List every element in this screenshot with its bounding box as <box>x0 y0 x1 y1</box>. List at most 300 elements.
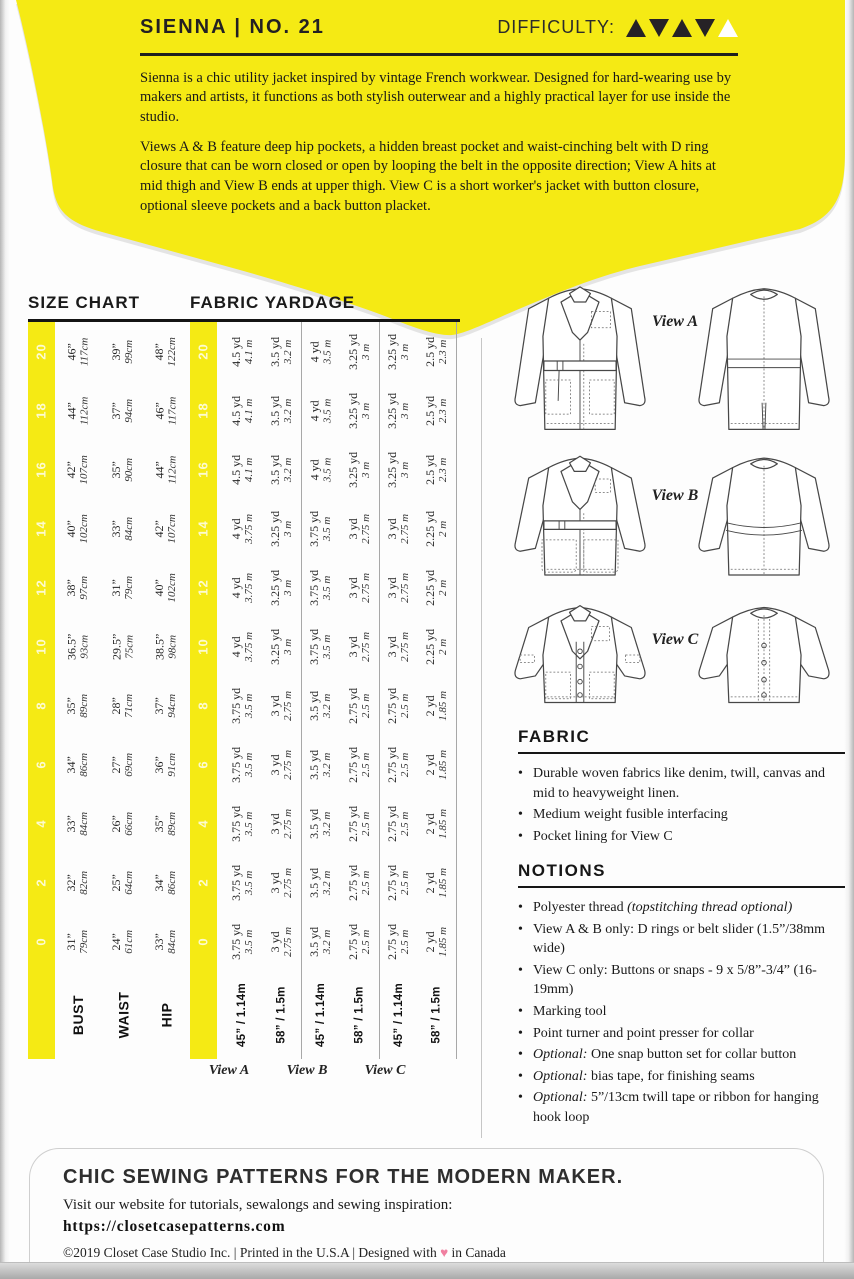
yardage-cell-metric: 1.85 m <box>437 867 450 898</box>
size-strip-cell <box>28 617 55 676</box>
yardage-cell-value <box>386 865 412 901</box>
measurement-column-label-cell <box>101 971 145 1059</box>
bullet-icon: • <box>518 1025 523 1041</box>
yardage-cell <box>223 853 262 912</box>
yardage-cell-value <box>308 570 334 606</box>
yardage-cell-value <box>230 924 256 960</box>
hip-cell-value <box>153 930 179 954</box>
notions-item-text <box>533 1045 796 1065</box>
yardage-cell <box>418 912 457 971</box>
yardage-cell-imperial: 3 yd <box>345 577 360 599</box>
size-strip-footer <box>28 971 55 1059</box>
fabric-heading: FABRIC <box>518 727 591 746</box>
yardage-cell-value <box>308 511 334 547</box>
yardage-cell-imperial: 4 yd <box>228 577 243 599</box>
bust-cell-metric: 112cm <box>78 396 91 425</box>
yardage-cell-imperial: 2 yd <box>423 695 438 717</box>
yardage-size-number: 12 <box>196 579 211 596</box>
yardage-cell-value <box>269 455 295 485</box>
yardage-cell-value <box>230 455 256 485</box>
hip-cell <box>145 617 187 676</box>
vertical-divider <box>481 338 482 1138</box>
yardage-cell-value <box>230 573 256 603</box>
bust-cell <box>55 440 101 499</box>
waist-cell <box>101 735 145 794</box>
waist-cell-value <box>110 694 136 718</box>
waist-cell <box>101 794 145 853</box>
bullet-icon: • <box>518 766 523 781</box>
yardage-cell <box>340 617 379 676</box>
size-strip-cell <box>28 912 55 971</box>
yardage-cell-value <box>308 927 334 957</box>
yardage-cell-value <box>230 396 256 426</box>
yardage-cell <box>262 735 301 794</box>
size-strip-cell <box>28 676 55 735</box>
yardage-cell-value <box>269 629 295 665</box>
yardage-cell <box>418 676 457 735</box>
yardage-cell-metric: 3.5 m <box>243 870 256 895</box>
yardage-view-label: View C <box>364 1063 406 1078</box>
hip-cell-metric: 112cm <box>166 455 179 484</box>
yardage-cell <box>340 853 379 912</box>
yardage-cell-metric: 3 m <box>399 343 412 360</box>
waist-cell <box>101 676 145 735</box>
bust-cell <box>55 381 101 440</box>
yardage-cell-imperial: 3 yd <box>345 636 360 658</box>
notions-item <box>518 961 845 1000</box>
fabric-yardage-heading: FABRIC YARDAGE <box>190 293 356 312</box>
yardage-cell-value <box>424 691 450 721</box>
size-number: 8 <box>33 701 49 710</box>
yardage-cell-value <box>424 868 450 898</box>
yardage-cell-imperial: 3 yd <box>385 577 400 599</box>
footer-copyright <box>63 1245 506 1261</box>
size-number: 16 <box>34 461 49 478</box>
yardage-cell-metric: 2.75 m <box>282 926 295 957</box>
yardage-cell-value <box>386 573 412 603</box>
bust-cell-value <box>65 812 91 836</box>
yardage-cell-metric: 2.5 m <box>399 929 412 954</box>
yardage-cell-value <box>269 570 295 606</box>
notions-list <box>518 898 845 1128</box>
yardage-cell <box>340 499 379 558</box>
yardage-cell-imperial: 3.5 yd <box>267 336 282 367</box>
copyright-text: ©2019 Closet Case Studio Inc. | Printed in the U.S.A | Designed with <box>63 1245 437 1260</box>
yardage-cell-metric: 3.5 m <box>243 811 256 836</box>
waist-cell-imperial: 27” <box>109 755 124 774</box>
yardage-cell-imperial: 2.75 yd <box>385 805 400 842</box>
bullet-icon: • <box>518 828 523 844</box>
yardage-cell <box>379 558 418 617</box>
yardage-cell-imperial: 2.5 yd <box>423 454 438 485</box>
yardage-cell-value <box>269 396 295 426</box>
size-strip-cell <box>28 499 55 558</box>
size-strip-cell <box>28 794 55 853</box>
hip-cell <box>145 735 187 794</box>
yardage-cell-imperial: 3 yd <box>267 754 282 776</box>
waist-cell-metric: 61cm <box>123 929 136 954</box>
yardage-size-strip-cell <box>190 558 217 617</box>
fabric-width-label-cell <box>340 971 379 1059</box>
photo-edge-left <box>0 0 10 1279</box>
yardage-cell-metric: 2.75 m <box>399 513 412 544</box>
notions-item <box>518 1002 845 1022</box>
table-headings <box>28 293 460 313</box>
yardage-cell-metric: 2.5 m <box>399 811 412 836</box>
footer-visit-line: Visit our website for tutorials, sewalongs and sewing inspiration: <box>63 1197 453 1213</box>
yardage-cell-metric: 2.5 m <box>360 693 373 718</box>
yardage-cell <box>301 322 340 381</box>
yardage-cell-imperial: 3.75 yd <box>228 687 243 724</box>
yardage-cell-metric: 2 m <box>437 520 450 537</box>
hip-cell-value <box>153 573 179 602</box>
notions-item <box>518 920 845 959</box>
fabric-segment: Medium weight fusible interfacing <box>533 807 728 823</box>
photo-edge-bottom <box>0 1262 854 1279</box>
size-number: 10 <box>34 638 49 655</box>
header-row <box>140 16 738 39</box>
yardage-cell-value <box>308 629 334 665</box>
hip-cell <box>145 381 187 440</box>
fabric-yardage-table <box>190 322 457 1059</box>
yardage-cell <box>262 794 301 853</box>
yardage-cell-value <box>308 457 334 481</box>
notions-item <box>518 1088 845 1127</box>
hip-cell-metric: 102cm <box>166 572 179 603</box>
yardage-cell-imperial: 4 yd <box>307 341 322 363</box>
yardage-cell <box>418 499 457 558</box>
waist-cell-value <box>110 812 136 836</box>
waist-cell-metric: 99cm <box>123 339 136 364</box>
yardage-cell-metric: 3 m <box>282 520 295 537</box>
yardage-cell <box>340 558 379 617</box>
yardage-cell-value <box>386 393 412 429</box>
bust-cell-metric: 117cm <box>78 337 91 366</box>
size-number: 14 <box>34 520 49 537</box>
hip-cell <box>145 322 187 381</box>
yardage-cell-imperial: 2 yd <box>423 754 438 776</box>
notions-rule <box>518 886 845 888</box>
yardage-cell <box>301 558 340 617</box>
yardage-cell-value <box>386 688 412 724</box>
fabric-segment: Pocket lining for View C <box>533 828 673 844</box>
tables-row <box>28 322 460 1059</box>
size-strip-cell <box>28 735 55 794</box>
measurement-column-label-cell <box>145 971 187 1059</box>
bullet-icon: • <box>518 807 523 823</box>
yardage-cell-value <box>347 452 373 488</box>
bust-cell-metric: 82cm <box>78 870 91 895</box>
bust-cell-metric: 97cm <box>78 575 91 600</box>
yardage-cell <box>379 322 418 381</box>
yardage-cell-value <box>347 924 373 960</box>
notions-item-text <box>533 961 845 1000</box>
hip-cell-value <box>153 694 179 718</box>
yardage-cell-imperial: 3.5 yd <box>307 690 322 721</box>
yardage-cell-metric: 3.75 m <box>243 631 256 662</box>
yardage-cell-metric: 3.5 m <box>321 457 334 482</box>
yardage-cell-metric: 1.85 m <box>437 690 450 721</box>
fabric-rule <box>518 752 845 754</box>
yardage-cell <box>340 794 379 853</box>
yardage-cell-imperial: 4.5 yd <box>228 395 243 426</box>
yardage-cell <box>223 440 262 499</box>
hip-cell-value <box>153 396 179 425</box>
pattern-title: SIENNA | NO. 21 <box>140 16 325 38</box>
waist-cell <box>101 381 145 440</box>
waist-cell-value <box>110 753 136 777</box>
yardage-size-number: 0 <box>195 937 211 946</box>
fabric-item <box>518 827 845 847</box>
yardage-strip-footer <box>190 971 217 1059</box>
bust-cell-imperial: 34” <box>64 755 79 774</box>
yardage-cell-imperial: 3.75 yd <box>228 746 243 783</box>
waist-cell <box>101 617 145 676</box>
hip-cell <box>145 558 187 617</box>
hip-cell <box>145 794 187 853</box>
yardage-cell <box>301 676 340 735</box>
hip-cell-metric: 94cm <box>166 693 179 718</box>
yardage-cell-value <box>347 514 373 544</box>
size-number: 4 <box>33 819 49 828</box>
yardage-size-strip-cell <box>190 617 217 676</box>
bust-cell <box>55 558 101 617</box>
yardage-cell-imperial: 3.75 yd <box>307 569 322 606</box>
bust-cell <box>55 735 101 794</box>
notions-segment: One snap button set for collar button <box>587 1047 797 1063</box>
yardage-cell-metric: 1.85 m <box>437 808 450 839</box>
bust-cell-imperial: 44” <box>64 401 79 420</box>
waist-cell-imperial: 37” <box>109 401 124 420</box>
size-strip-cell <box>28 381 55 440</box>
notions-item-text <box>533 920 845 959</box>
yardage-cell-value <box>230 632 256 662</box>
yardage-size-number: 2 <box>195 878 211 887</box>
yardage-cell-imperial: 3.75 yd <box>228 864 243 901</box>
hip-cell-imperial: 37” <box>152 696 167 715</box>
difficulty-triangle-icon <box>672 19 692 37</box>
waist-cell-imperial: 39” <box>109 342 124 361</box>
yardage-cell-imperial: 3.25 yd <box>267 510 282 547</box>
waist-cell-metric: 84cm <box>123 516 136 541</box>
yardage-cell-value <box>386 632 412 662</box>
hip-cell <box>145 853 187 912</box>
notions-segment: Optional: <box>533 1090 588 1106</box>
yardage-cell-imperial: 3 yd <box>385 518 400 540</box>
size-number: 0 <box>33 937 49 946</box>
yardage-cell-imperial: 3 yd <box>267 931 282 953</box>
yardage-cell-value <box>347 865 373 901</box>
yardage-cell <box>301 794 340 853</box>
yardage-cell <box>379 381 418 440</box>
waist-cell <box>101 322 145 381</box>
hip-cell-imperial: 40” <box>152 578 167 597</box>
yardage-cell-value <box>424 809 450 839</box>
yardage-cell-metric: 2.3 m <box>437 398 450 423</box>
yardage-cell-metric: 2.5 m <box>399 752 412 777</box>
bust-cell-value <box>65 514 91 543</box>
yardage-cell-metric: 2 m <box>437 579 450 596</box>
yardage-cell-value <box>269 750 295 780</box>
bullet-icon: • <box>518 1003 523 1019</box>
bust-cell-imperial: 31” <box>64 932 79 951</box>
yardage-cell-metric: 3 m <box>399 402 412 419</box>
bust-cell-metric: 86cm <box>78 752 91 777</box>
fabric-segment: Durable woven fabrics like denim, twill, canvas and mid to heavyweight linen. <box>533 766 825 801</box>
yardage-cell <box>223 499 262 558</box>
yardage-cell-metric: 2.75 m <box>399 572 412 603</box>
bust-cell <box>55 912 101 971</box>
yardage-cell-imperial: 2.75 yd <box>385 687 400 724</box>
yardage-cell-metric: 2 m <box>437 638 450 655</box>
hip-cell-imperial: 42” <box>152 519 167 538</box>
yardage-cell-imperial: 2.5 yd <box>423 336 438 367</box>
view-a-illustration-row <box>500 275 845 443</box>
waist-cell-metric: 75cm <box>123 634 136 659</box>
yardage-cell <box>379 735 418 794</box>
yardage-cell <box>301 440 340 499</box>
fabric-item <box>518 764 845 803</box>
yardage-cell-imperial: 3.25 yd <box>267 569 282 606</box>
difficulty-triangle-icon <box>695 19 715 37</box>
notions-segment: View A & B only: D rings or belt slider (1.5”/38mm wide) <box>533 921 825 957</box>
view-c-label: View C <box>651 631 699 648</box>
difficulty-group <box>497 17 738 38</box>
bust-cell <box>55 499 101 558</box>
yardage-cell-imperial: 3.25 yd <box>385 392 400 429</box>
yardage-cell <box>223 381 262 440</box>
yardage-cell <box>379 617 418 676</box>
yardage-cell <box>340 381 379 440</box>
yardage-cell-value <box>347 334 373 370</box>
yardage-cell-imperial: 3.75 yd <box>307 510 322 547</box>
yardage-size-strip-cell <box>190 499 217 558</box>
size-strip-cell <box>28 440 55 499</box>
bullet-icon: • <box>518 1047 523 1063</box>
yardage-cell-imperial: 3.75 yd <box>228 805 243 842</box>
yardage-cell-metric: 2.75 m <box>282 749 295 780</box>
yardage-cell-metric: 4.1 m <box>243 339 256 364</box>
yardage-cell-value <box>347 747 373 783</box>
waist-cell-metric: 79cm <box>123 575 136 600</box>
fabric-item-text <box>533 827 673 847</box>
bust-cell <box>55 676 101 735</box>
fabric-width-label-cell <box>223 971 262 1059</box>
yardage-cell-imperial: 2.75 yd <box>345 864 360 901</box>
yardage-cell <box>340 440 379 499</box>
notions-segment: Optional: <box>533 1068 588 1084</box>
waist-cell-value <box>110 517 136 541</box>
yardage-cell-value <box>308 398 334 422</box>
bust-cell-imperial: 46” <box>64 342 79 361</box>
fabric-width-label-cell <box>301 971 340 1059</box>
yardage-cell-imperial: 2.75 yd <box>345 805 360 842</box>
yardage-cell <box>418 558 457 617</box>
waist-cell <box>101 499 145 558</box>
bust-cell <box>55 794 101 853</box>
yardage-cell-value <box>308 691 334 721</box>
bust-cell-metric: 84cm <box>78 811 91 836</box>
fabric-width-label: 58” / 1.5m <box>353 986 366 1044</box>
size-number: 6 <box>33 760 49 769</box>
difficulty-rating <box>626 19 738 37</box>
yardage-cell-imperial: 2.75 yd <box>345 746 360 783</box>
yardage-view-label: View B <box>286 1063 328 1078</box>
waist-cell <box>101 853 145 912</box>
bust-cell-value <box>65 871 91 895</box>
yardage-cell-value <box>269 809 295 839</box>
yardage-cell-imperial: 2.5 yd <box>423 395 438 426</box>
description-paragraph-1: Sienna is a chic utility jacket inspired by vintage French workwear. Designed for hard-wearing use by makers and artists, it functions as both stylish outerwear and a highly practical layer for use inside the studio. <box>140 69 732 125</box>
yardage-cell-imperial: 4 yd <box>228 636 243 658</box>
yardage-cell-metric: 3.2 m <box>282 339 295 364</box>
bust-cell <box>55 617 101 676</box>
yardage-cell <box>262 853 301 912</box>
yardage-cell-imperial: 3.25 yd <box>385 333 400 370</box>
yardage-cell-value <box>308 868 334 898</box>
yardage-cell-metric: 3.5 m <box>243 752 256 777</box>
yardage-cell-value <box>230 688 256 724</box>
yardage-cell-value <box>347 573 373 603</box>
yardage-cell-metric: 4.1 m <box>243 398 256 423</box>
yardage-cell-metric: 3.5 m <box>243 693 256 718</box>
yardage-cell-imperial: 4 yd <box>307 400 322 422</box>
footer-url: https://closetcasepatterns.com <box>63 1218 286 1235</box>
bust-cell-value <box>65 694 91 718</box>
tables-section <box>28 293 460 1079</box>
waist-cell-value <box>110 340 136 364</box>
yardage-cell-value <box>230 337 256 367</box>
notions-item-text <box>533 898 792 918</box>
size-number: 18 <box>34 402 49 419</box>
notions-segment: Optional: <box>533 1047 588 1063</box>
hip-cell-value <box>153 455 179 484</box>
fabric-width-label: 58” / 1.5m <box>431 986 443 1044</box>
yardage-cell-metric: 2.75 m <box>399 631 412 662</box>
notions-heading: NOTIONS <box>518 861 606 880</box>
yardage-cell-value <box>386 334 412 370</box>
yardage-cell <box>262 912 301 971</box>
measurement-column-label: BUST <box>70 994 86 1036</box>
hip-cell-metric: 86cm <box>166 870 179 895</box>
yardage-cell-metric: 4.1 m <box>243 457 256 482</box>
copyright-text-end: in Canada <box>451 1245 506 1260</box>
hip-cell-imperial: 38.5” <box>152 633 167 660</box>
yardage-cell-metric: 2.75 m <box>360 513 373 544</box>
difficulty-label: DIFFICULTY: <box>497 17 615 37</box>
bullet-icon: • <box>518 962 523 978</box>
yardage-cell-metric: 3.2 m <box>321 693 334 718</box>
yardage-cell-imperial: 3.25 yd <box>345 333 360 370</box>
yardage-cell <box>418 794 457 853</box>
yardage-cell-imperial: 3 yd <box>267 695 282 717</box>
size-number: 20 <box>34 343 49 360</box>
yardage-size-number: 10 <box>196 638 211 655</box>
yardage-size-strip-cell <box>190 853 217 912</box>
yardage-cell <box>262 381 301 440</box>
bust-cell-value <box>65 576 91 600</box>
yardage-cell-value <box>230 514 256 544</box>
hip-cell-imperial: 36” <box>152 755 167 774</box>
hip-cell-value <box>153 812 179 836</box>
yardage-size-number: 8 <box>195 701 211 710</box>
fabric-item-text <box>533 764 845 803</box>
yardage-cell-imperial: 2.25 yd <box>423 510 438 547</box>
hip-cell-value <box>153 753 179 777</box>
yardage-cell-value <box>386 452 412 488</box>
bust-cell-imperial: 33” <box>64 814 79 833</box>
yardage-cell-metric: 3 m <box>282 579 295 596</box>
